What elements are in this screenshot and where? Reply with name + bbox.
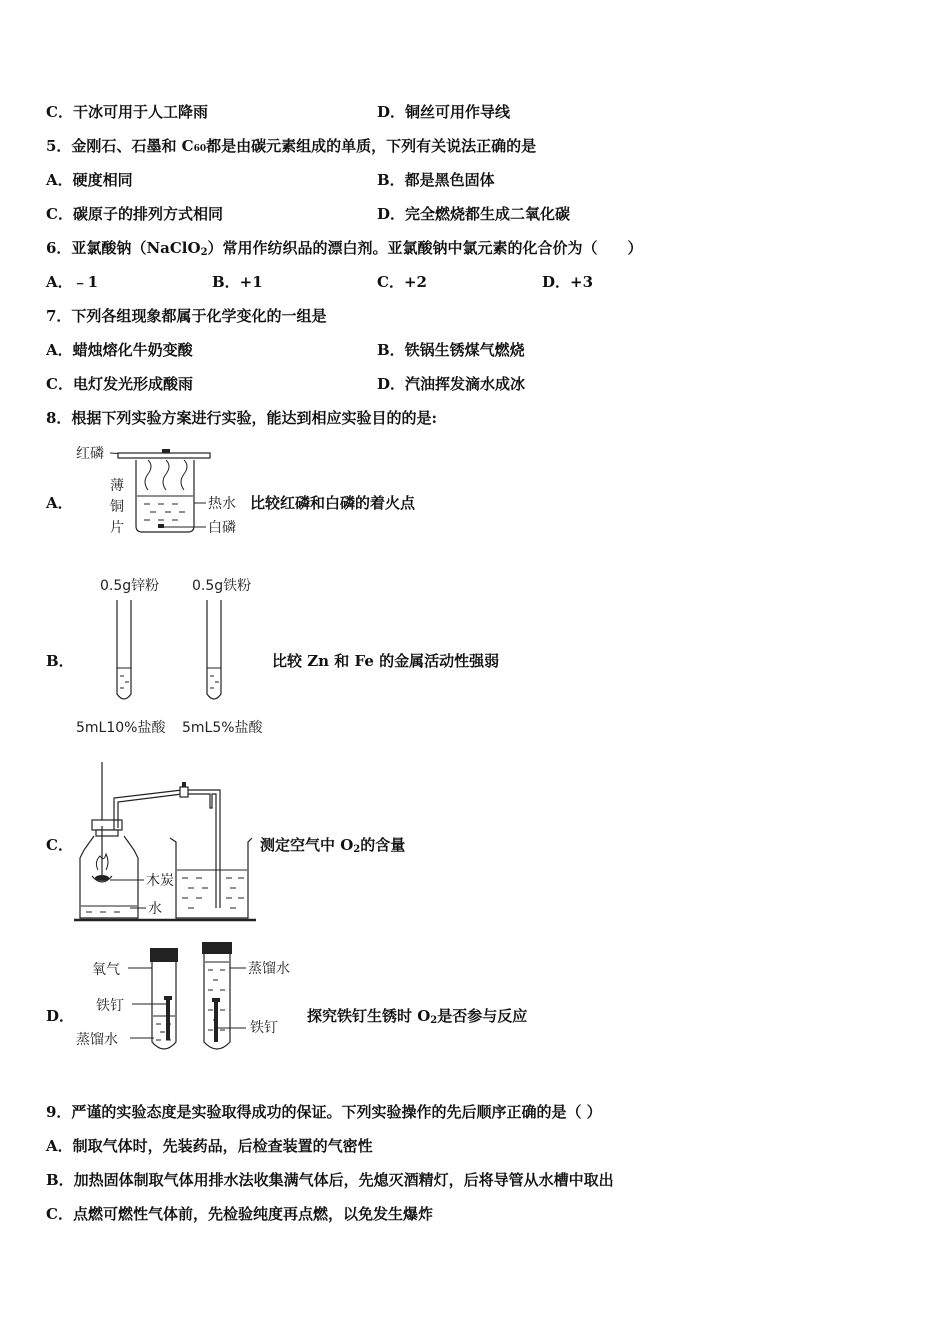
fig-oxygen-label: 氧气 xyxy=(92,962,120,978)
q7-option-c: C．电灯发光形成酸雨 xyxy=(46,375,193,393)
fig-plate-label-2: 铜 xyxy=(110,499,124,515)
q5-option-b: B．都是黑色固体 xyxy=(377,171,495,189)
fig-charcoal-label: 木炭 xyxy=(146,873,174,889)
red-white-phosphorus-figure xyxy=(70,438,260,548)
q5-option-d: D．完全燃烧都生成二氧化碳 xyxy=(377,205,571,223)
fig-red-phosphorus-label: 红磷 xyxy=(76,446,104,462)
q8-option-a-desc: 比较红磷和白磷的着火点 xyxy=(250,494,416,512)
q9-option-b: B．加热固体制取气体用排水法收集满气体后，先熄灭酒精灯，后将导管从水槽中取出 xyxy=(46,1171,614,1189)
q5-stem: 5．金刚石、石墨和 C60都是由碳元素组成的单质，下列有关说法正确的是 xyxy=(46,137,537,155)
q8-option-c-desc: 测定空气中 $O_2$的含量 xyxy=(260,836,406,855)
fig-fe-label: 0.5g铁粉 xyxy=(192,578,252,594)
q8-option-c-letter: C． xyxy=(46,836,73,854)
q6-option-c: C．+2 xyxy=(377,273,427,291)
fig-hot-water-label: 热水 xyxy=(208,496,236,512)
fig-nail-label-1: 铁钉 xyxy=(96,998,124,1014)
q6-option-a: A．﹣1 xyxy=(46,273,99,291)
fig-distilled-water-label-2: 蒸馏水 xyxy=(248,961,290,977)
q8-option-a-letter: A． xyxy=(46,494,73,512)
fig-water-label: 水 xyxy=(148,901,162,917)
q7-option-b: B．铁锅生锈煤气燃烧 xyxy=(377,341,525,359)
q9-option-a: A．制取气体时，先装药品，后检查装置的气密性 xyxy=(46,1137,373,1155)
q8-option-d-letter: D． xyxy=(46,1007,75,1025)
q5-option-c: C．碳原子的排列方式相同 xyxy=(46,205,223,223)
fig-plate-label-3: 片 xyxy=(110,520,124,536)
fig-acid-5-label: 5mL5%盐酸 xyxy=(182,720,263,736)
q9-stem: 9．严谨的实验态度是实验取得成功的保证。下列实验操作的先后顺序正确的是（ ） xyxy=(46,1103,602,1121)
fig-zn-label: 0.5g锌粉 xyxy=(100,578,160,594)
q8-option-b-letter: B． xyxy=(46,652,74,670)
q8-option-b-desc: 比较 Zn 和 Fe 的金属活动性强弱 xyxy=(272,652,500,670)
q7-stem: 7．下列各组现象都属于化学变化的一组是 xyxy=(46,307,327,325)
q6-option-d: D．+3 xyxy=(542,273,594,291)
q5-option-a: A．硬度相同 xyxy=(46,171,133,189)
fig-nail-label-2: 铁钉 xyxy=(250,1020,278,1036)
q7-option-a: A．蜡烛熔化牛奶变酸 xyxy=(46,341,193,359)
fig-acid-10-label: 5mL10%盐酸 xyxy=(76,720,166,736)
q8-option-d-desc: 探究铁钉生锈时 $O_2$是否参与反应 xyxy=(307,1007,528,1026)
q8-stem: 8．根据下列实验方案进行实验，能达到相应实验目的的是: xyxy=(46,409,437,427)
fig-white-phosphorus-label: 白磷 xyxy=(208,520,236,536)
fig-plate-label-1: 薄 xyxy=(110,478,124,494)
q7-option-d: D．汽油挥发滴水成冰 xyxy=(377,375,526,393)
iron-nail-rust-figure xyxy=(70,938,310,1062)
q6-stem: 6．亚氯酸钠（NaClO$_2$）常用作纺织品的漂白剂。亚氯酸钠中氯元素的化合价为（ ） xyxy=(46,239,643,258)
fig-distilled-water-label-1: 蒸馏水 xyxy=(76,1032,118,1048)
oxygen-content-apparatus-figure xyxy=(70,758,260,928)
q4-option-d: D．铜丝可用作导线 xyxy=(377,103,511,121)
q6-option-b: B．+1 xyxy=(212,273,263,291)
q9-option-c: C．点燃可燃性气体前，先检验纯度再点燃，以免发生爆炸 xyxy=(46,1205,433,1223)
zn-fe-test-tubes-figure xyxy=(70,570,280,742)
q4-option-c: C．干冰可用于人工降雨 xyxy=(46,103,208,121)
